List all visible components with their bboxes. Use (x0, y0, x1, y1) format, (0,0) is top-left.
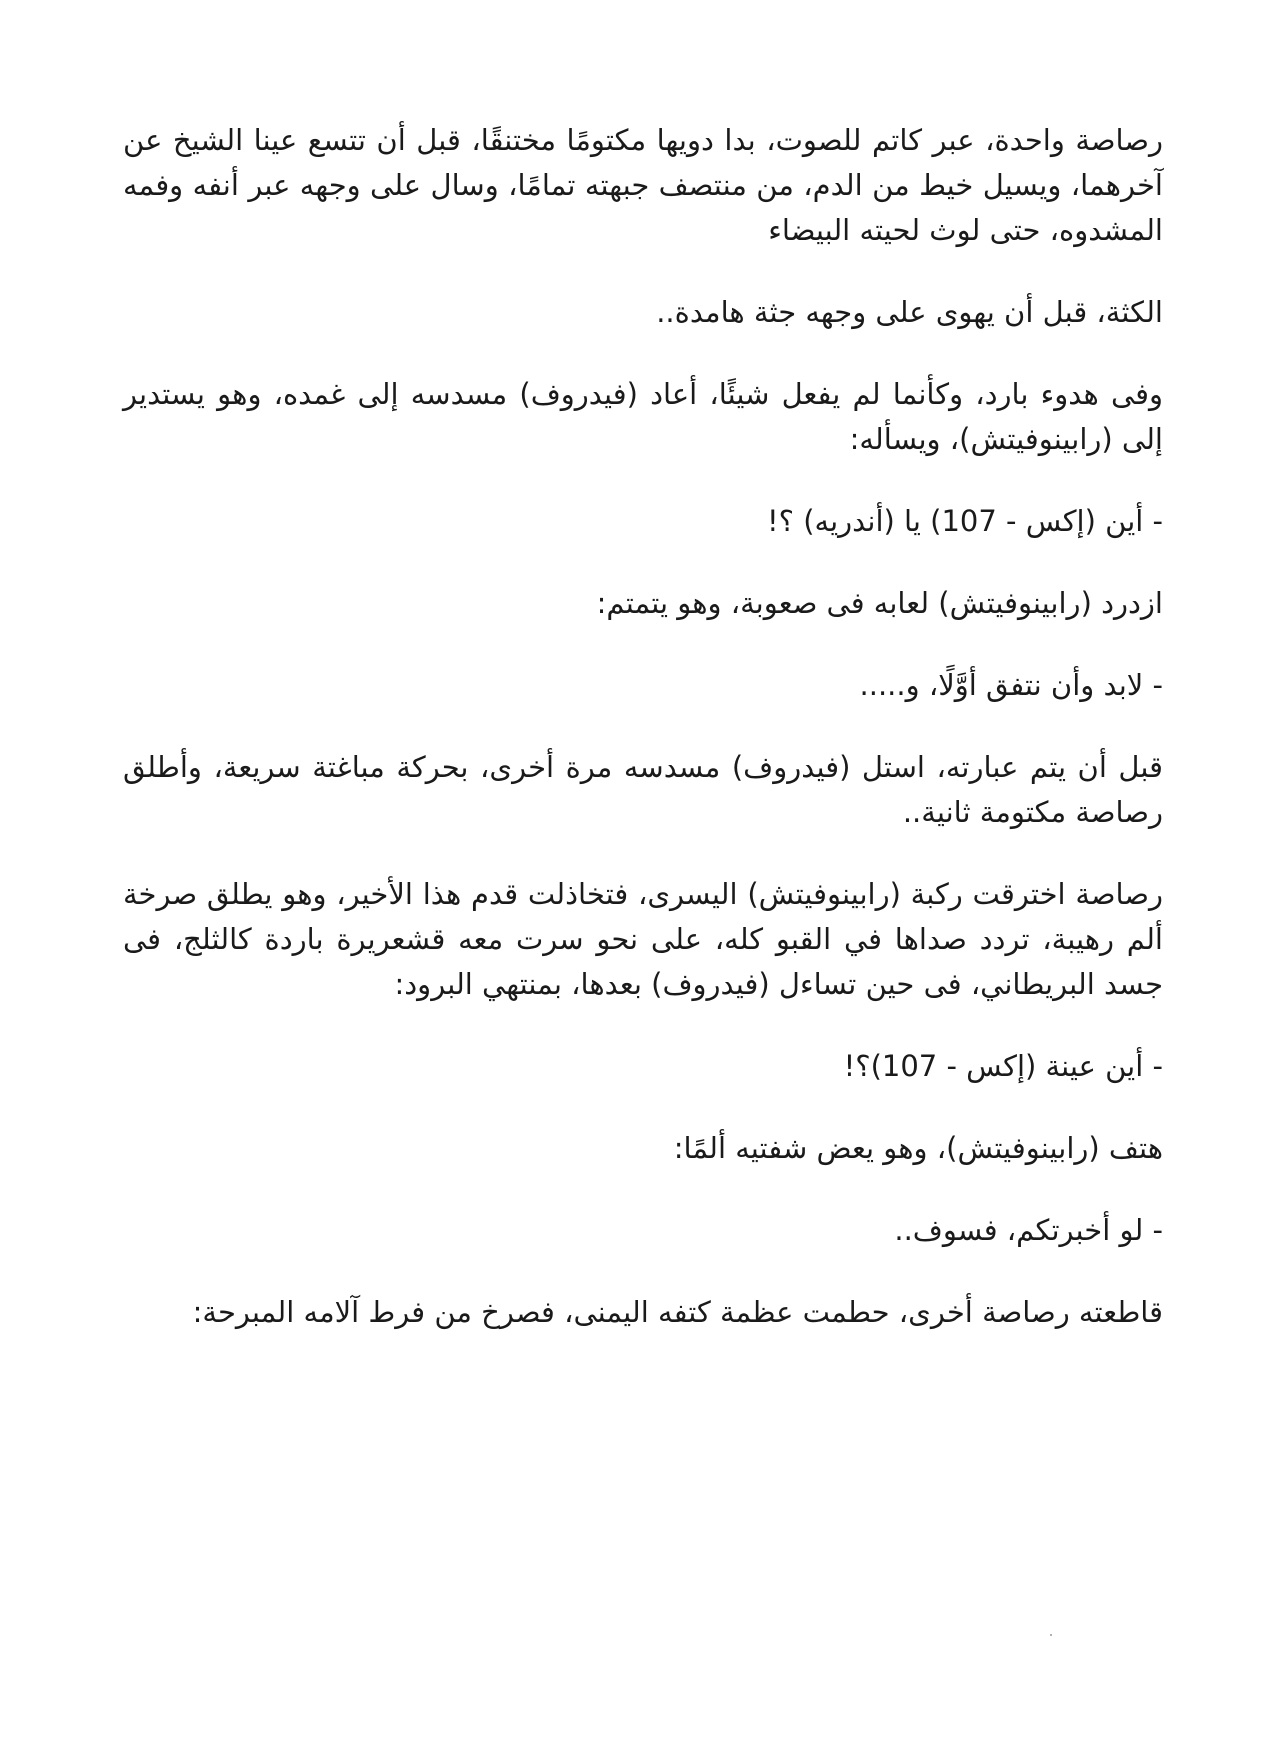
paragraph: وفى هدوء بارد، وكأنما لم يفعل شيئًا، أعاد (فيدروف) مسدسه إلى غمده، وهو يستدير إلى (رابينوفيتش)، ويسأله: (123, 377, 1163, 456)
dialogue-line: - أين عينة (إكس - 107)؟! (843, 1049, 1163, 1083)
dialogue-line: - لابد وأن نتفق أوَّلًا، و..... (859, 668, 1163, 702)
paragraph: الكثة، قبل أن يهوى على وجهه جثة هامدة.. (656, 295, 1163, 329)
paragraph: ازدرد (رابينوفيتش) لعابه فى صعوبة، وهو يتمتم: (596, 586, 1163, 620)
document-page (123, 118, 1163, 1335)
dialogue-line: - لو أخبرتكم، فسوف.. (894, 1213, 1163, 1247)
paragraph: رصاصة اخترقت ركبة (رابينوفيتش) اليسرى، فتخاذلت قدم هذا الأخير، وهو يطلق صرخة ألم رهيبة، تردد صداها في القبو كله، على نحو سرت معه قشعريرة باردة كالثلج، فى جسد البريطاني، فى حين تساءل (فيدروف) بعدها، بمنتهي البرود: (123, 877, 1163, 1001)
paragraph: هتف (رابينوفيتش)، وهو يعض شفتيه ألمًا: (673, 1131, 1163, 1165)
dialogue-line: - أين (إكس - 107) يا (أندريه) ؟! (766, 504, 1163, 538)
paragraph: قبل أن يتم عبارته، استل (فيدروف) مسدسه مرة أخرى، بحركة مباغتة سريعة، وأطلق رصاصة مكتومة ثانية.. (123, 750, 1163, 829)
paragraph: قاطعته رصاصة أخرى، حطمت عظمة كتفه اليمنى، فصرخ من فرط آلامه المبرحة: (192, 1295, 1163, 1329)
speck-mark (1050, 1634, 1052, 1636)
paragraph: رصاصة واحدة، عبر كاتم للصوت، بدا دويها مكتومًا مختنقًا، قبل أن تتسع عينا الشيخ عن آخرهما، ويسيل خيط من الدم، من منتصف جبهته تمامًا، وسال على وجهه عبر أنفه وفمه المشدوه، حتى لوث لحيته البيضاء (123, 123, 1163, 247)
